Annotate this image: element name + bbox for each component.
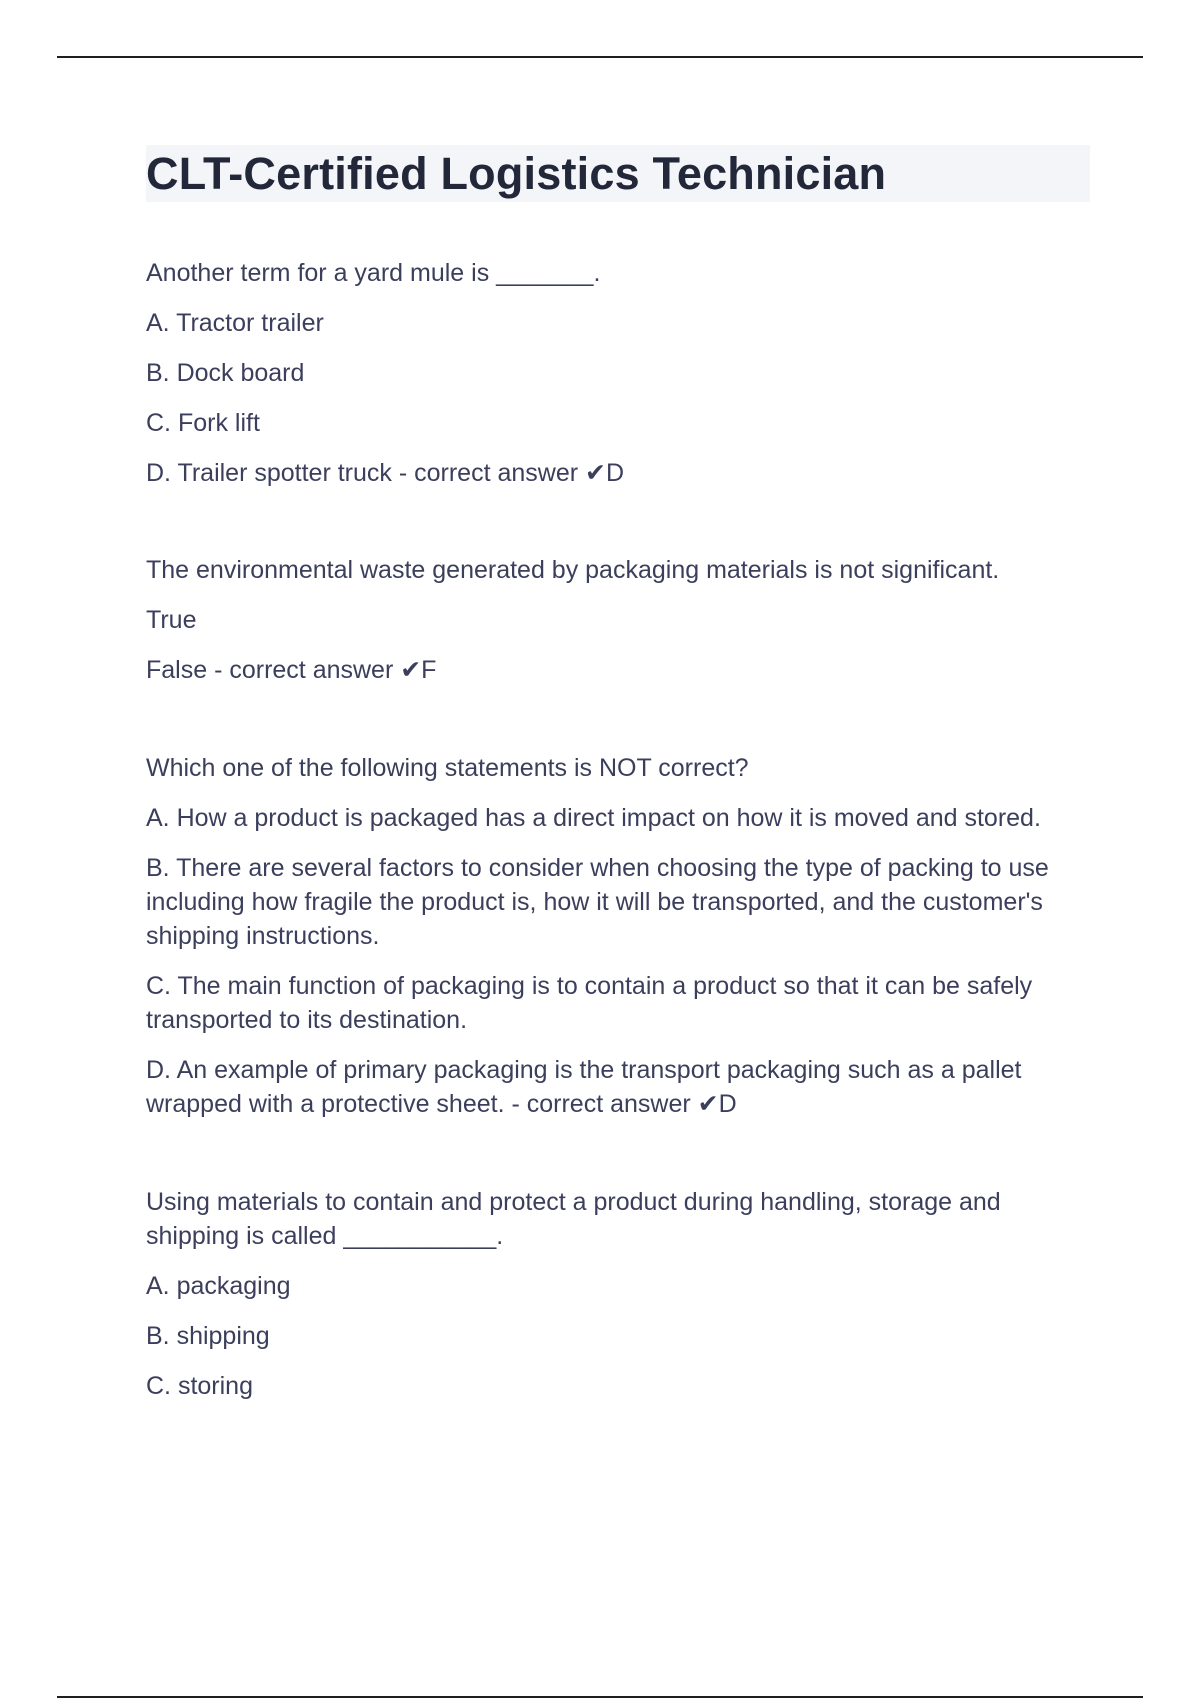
question-3 bbox=[146, 751, 1090, 1121]
answer-option: A. packaging bbox=[146, 1272, 291, 1300]
document-body bbox=[146, 145, 1090, 1403]
answer-option-correct: D. Trailer spotter truck - correct answer ✔D bbox=[146, 459, 625, 487]
question-4 bbox=[146, 1185, 1090, 1403]
answer-option: True bbox=[146, 606, 197, 634]
top-divider bbox=[57, 56, 1143, 58]
bottom-divider bbox=[57, 1696, 1143, 1698]
answer-option: A. How a product is packaged has a direct impact on how it is moved and stored. bbox=[146, 804, 1041, 832]
question-1 bbox=[146, 256, 1090, 490]
answer-option: B. shipping bbox=[146, 1322, 270, 1350]
question-prompt: The environmental waste generated by packaging materials is not significant. bbox=[146, 556, 1000, 584]
answer-option-correct: False - correct answer ✔F bbox=[146, 656, 437, 684]
answer-option: B. There are several factors to consider when choosing the type of packing to use including how fragile the product is, how it will be transported, and the customer's shipping instructions. bbox=[146, 854, 1049, 950]
question-prompt: Which one of the following statements is NOT correct? bbox=[146, 754, 749, 782]
answer-option: C. storing bbox=[146, 1372, 253, 1400]
answer-option: C. Fork lift bbox=[146, 409, 260, 437]
answer-option: C. The main function of packaging is to contain a product so that it can be safely transported to its destination. bbox=[146, 972, 1033, 1034]
answer-option-correct: D. An example of primary packaging is the transport packaging such as a pallet wrapped with a protective sheet. - correct answer ✔D bbox=[146, 1056, 1022, 1118]
answer-option: B. Dock board bbox=[146, 359, 305, 387]
question-2 bbox=[146, 553, 1090, 687]
question-prompt: Another term for a yard mule is _______. bbox=[146, 259, 601, 287]
title-banner bbox=[146, 145, 1090, 202]
page-title: CLT-Certified Logistics Technician bbox=[146, 148, 887, 199]
question-prompt: Using materials to contain and protect a product during handling, storage and shipping is called ___________. bbox=[146, 1188, 1001, 1250]
answer-option: A. Tractor trailer bbox=[146, 309, 324, 337]
